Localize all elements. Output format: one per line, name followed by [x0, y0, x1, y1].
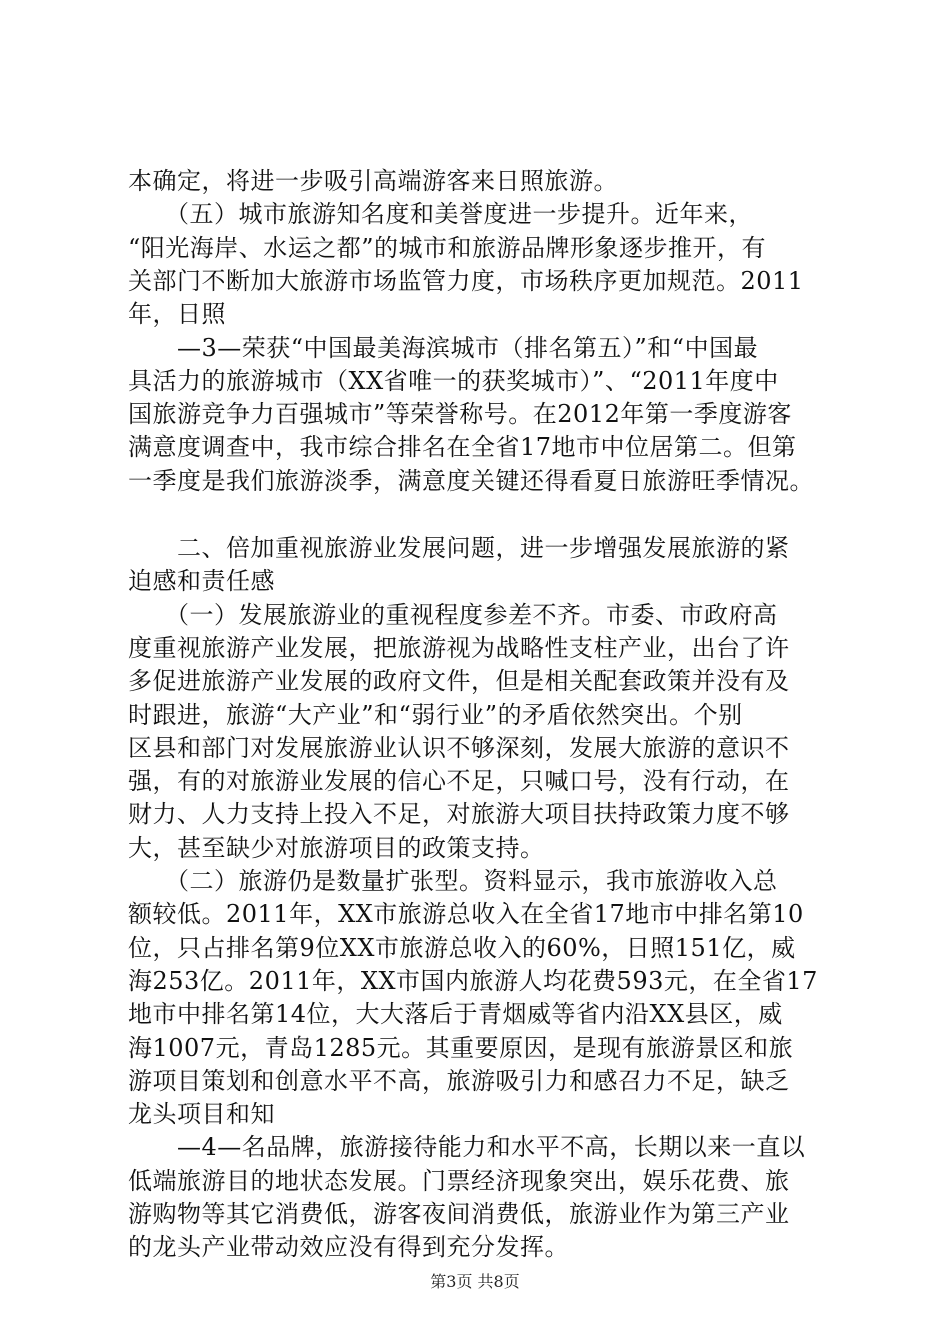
body-text-line: 多促进旅游产业发展的政府文件，但是相关配套政策并没有及 — [128, 667, 790, 695]
body-text-line: 时跟进，旅游“大产业”和“弱行业”的矛盾依然突出。个别 — [128, 701, 743, 729]
body-text-line: 的龙头产业带动效应没有得到充分发挥。 — [128, 1233, 569, 1261]
body-text-line: （一）发展旅游业的重视程度参差不齐。市委、市政府高 — [128, 601, 778, 629]
section-heading-line: 二、倍加重视旅游业发展问题，进一步增强发展旅游的紧 — [128, 534, 790, 562]
body-text-line: 关部门不断加大旅游市场监管力度，市场秩序更加规范。2011 — [128, 267, 804, 295]
page-footer: 第3页 共8页 — [430, 1272, 520, 1291]
body-text-line: 大，甚至缺少对旅游项目的政策支持。 — [128, 834, 545, 862]
body-text-line: （二）旅游仍是数量扩张型。资料显示，我市旅游收入总 — [128, 867, 778, 895]
body-text-line: 本确定，将进一步吸引高端游客来日照旅游。 — [128, 167, 618, 195]
body-text-line: 龙头项目和知 — [128, 1100, 275, 1128]
body-text-line: 财力、人力支持上投入不足，对旅游大项目扶持政策力度不够 — [128, 800, 790, 828]
body-text-line: 区县和部门对发展旅游业认识不够深刻，发展大旅游的意识不 — [128, 734, 790, 762]
body-text-line: 地市中排名第14位，大大落后于青烟威等省内沿XX县区，威 — [128, 1000, 783, 1028]
body-text-line: —3—荣获“中国最美海滨城市（排名第五）”和“中国最 — [128, 334, 759, 362]
body-text-line: 度重视旅游产业发展，把旅游视为战略性支柱产业，出台了许 — [128, 634, 790, 662]
body-text-line: “阳光海岸、水运之都”的城市和旅游品牌形象逐步推开，有 — [128, 234, 767, 262]
body-text-line: —4—名品牌，旅游接待能力和水平不高，长期以来一直以 — [128, 1133, 806, 1161]
body-text-line: 国旅游竞争力百强城市”等荣誉称号。在2012年第一季度游客 — [128, 400, 792, 428]
body-text-line: 海1007元，青岛1285元。其重要原因，是现有旅游景区和旅 — [128, 1034, 794, 1062]
body-text-line: 具活力的旅游城市（XX省唯一的获奖城市）”、“2011年度中 — [128, 367, 779, 395]
body-text-line: 位，只占排名第9位XX市旅游总收入的60%，日照151亿，威 — [128, 934, 796, 962]
body-text-line: （五）城市旅游知名度和美誉度进一步提升。近年来， — [128, 200, 753, 228]
body-text-line: 满意度调查中，我市综合排名在全省17地市中位居第二。但第 — [128, 433, 797, 461]
section-heading-line: 迫感和责任感 — [128, 567, 275, 595]
body-text-line: 额较低。2011年，XX市旅游总收入在全省17地市中排名第10 — [128, 900, 804, 928]
body-text-line: 一季度是我们旅游淡季，满意度关键还得看夏日旅游旺季情况。 — [128, 467, 814, 495]
body-text-line: 年，日照 — [128, 300, 226, 328]
body-text-line: 游项目策划和创意水平不高，旅游吸引力和感召力不足，缺乏 — [128, 1067, 790, 1095]
body-text-line: 强，有的对旅游业发展的信心不足，只喊口号，没有行动，在 — [128, 767, 790, 795]
body-text-line: 海253亿。2011年，XX市国内旅游人均花费593元，在全省17 — [128, 967, 818, 995]
body-text-line: 低端旅游目的地状态发展。门票经济现象突出，娱乐花费、旅 — [128, 1167, 790, 1195]
body-text-line: 游购物等其它消费低，游客夜间消费低，旅游业作为第三产业 — [128, 1200, 790, 1228]
